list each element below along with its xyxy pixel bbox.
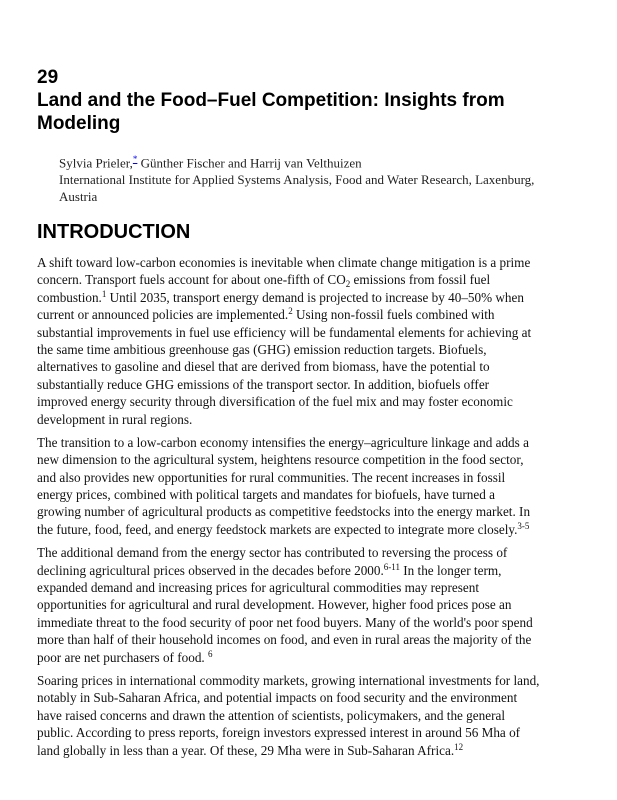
- text-run: expanded demand and increasing prices for agricultural commodities may represent: [37, 580, 479, 596]
- author-name: Sylvia Prieler,: [59, 155, 133, 171]
- co-authors: Günther Fischer and Harrij van Velthuizen: [137, 155, 362, 171]
- text-line: [37, 341, 597, 358]
- text-run: concern. Transport fuels account for about one-fifth of CO: [37, 272, 346, 288]
- text-run: development in rural regions.: [37, 411, 193, 427]
- text-run: Soaring prices in international commodity markets, growing international investments for land,: [37, 672, 540, 688]
- text-run: Using non-fossil fuels combined with: [292, 307, 495, 323]
- author-line: [59, 151, 599, 171]
- citation-superscript: 3-5: [517, 520, 530, 531]
- text-line: [37, 469, 597, 486]
- text-line: [37, 324, 597, 341]
- text-line: [37, 742, 597, 759]
- author-block: [59, 151, 599, 205]
- text-run: The additional demand from the energy sector has contributed to reversing the process of: [37, 545, 508, 561]
- text-line: [37, 411, 597, 428]
- text-run: have raised concerns and drawn the attention of scientists, policymakers, and the general: [37, 707, 505, 723]
- text-line: [37, 254, 597, 271]
- text-run: In the longer term,: [399, 562, 502, 578]
- text-line: [37, 562, 597, 579]
- text-run: Until 2035, transport energy demand is projected to increase by 40–50% when: [106, 289, 524, 305]
- text-line: [37, 672, 597, 689]
- text-line: [37, 306, 597, 323]
- text-run: substantially reduce GHG emissions of the transport sector. In addition, biofuels offer: [37, 376, 490, 392]
- citation-superscript: 2: [288, 306, 293, 317]
- text-line: [37, 596, 597, 613]
- text-run: current or announced policies are implemented.: [37, 307, 289, 323]
- citation-superscript: 6-11: [383, 561, 400, 572]
- subscript: 2: [345, 279, 351, 290]
- text-run: the same time ambitious greenhouse gas (GHG) emission reduction targets. Biofuels,: [37, 341, 487, 357]
- text-line: [37, 393, 597, 410]
- text-run: growing number of agricultural products as competitive feedstocks into the energy market. In: [37, 504, 531, 520]
- chapter-title: Land and the Food–Fuel Competition: Insights from Modeling: [37, 90, 505, 134]
- text-run: the future, food, feed, and energy feedstock markets are expected to integrate more closely.: [37, 521, 518, 537]
- citation-superscript: 1: [101, 288, 107, 299]
- text-run: more than half of their household incomes on food, and even in rural areas the majority of the: [37, 632, 532, 648]
- text-run: poor are net purchasers of food.: [37, 649, 209, 665]
- text-line: [37, 689, 597, 706]
- text-line: [37, 544, 597, 561]
- author-footnote-link[interactable]: *: [132, 154, 138, 164]
- paragraph: [37, 544, 597, 666]
- text-line: [37, 289, 597, 306]
- text-run: alternatives to gasoline and diesel that are derived from biomass, have the potential to: [37, 359, 490, 375]
- text-line: [37, 631, 597, 648]
- paragraph: [37, 672, 597, 759]
- citation-superscript: 6: [208, 648, 213, 659]
- affiliation-country: Austria: [59, 189, 98, 205]
- text-run: energy prices, combined with political targets and mandates for biofuels, have turned a: [37, 487, 496, 503]
- text-line: [37, 521, 597, 538]
- text-run: emissions from fossil fuel: [350, 272, 491, 288]
- text-run: land globally in less than a year. Of these, 29 Mha were in Sub-Saharan Africa.: [37, 742, 455, 758]
- text-run: and also provides new opportunities for rural communities. The recent increases in fossil: [37, 469, 506, 485]
- text-run: opportunities for agricultural and rural development. However, higher food prices pose an: [37, 597, 512, 613]
- section-heading: INTRODUCTION: [37, 221, 191, 243]
- text-run: combustion.: [37, 289, 102, 305]
- text-line: [37, 434, 597, 451]
- text-line: [37, 724, 597, 741]
- text-run: public. According to press reports, foreign investors expressed interest in around 56 Mha of: [37, 725, 521, 741]
- text-run: notably in Sub-Saharan Africa, and potential impacts on food security and the environment: [37, 690, 518, 706]
- text-run: A shift toward low-carbon economies is inevitable when climate change mitigation is a prime: [37, 255, 531, 270]
- text-line: [37, 614, 597, 631]
- text-line: [37, 271, 597, 288]
- citation-superscript: 12: [454, 741, 464, 752]
- text-line: [37, 486, 597, 503]
- text-line: [37, 579, 597, 596]
- paragraph: [37, 254, 597, 428]
- affiliation: International Institute for Applied Systems Analysis, Food and Water Research, Laxenburg,: [59, 172, 535, 188]
- text-run: declining agricultural prices observed in the decades before 2000.: [37, 562, 384, 578]
- text-run: improved energy security through diversification of the fuel mix and may foster economic: [37, 394, 513, 410]
- text-run: The transition to a low-carbon economy intensifies the energy–agriculture linkage and adds a: [37, 434, 529, 450]
- text-line: [37, 376, 597, 393]
- text-line: [37, 649, 597, 666]
- text-run: immediate threat to the food security of poor net food buyers. Many of the world's poor spend: [37, 614, 533, 630]
- text-run: new dimension to the agricultural system, heightens resource competition in the food sector,: [37, 452, 524, 468]
- text-line: [37, 707, 597, 724]
- paragraph: [37, 434, 597, 538]
- text-line: [37, 503, 597, 520]
- body-text: [37, 254, 597, 765]
- text-run: substantial improvements in fuel use efficiency will be fundamental elements for achieving at: [37, 324, 532, 340]
- text-line: [37, 451, 597, 468]
- text-line: [37, 358, 597, 375]
- chapter-number: 29: [37, 67, 59, 88]
